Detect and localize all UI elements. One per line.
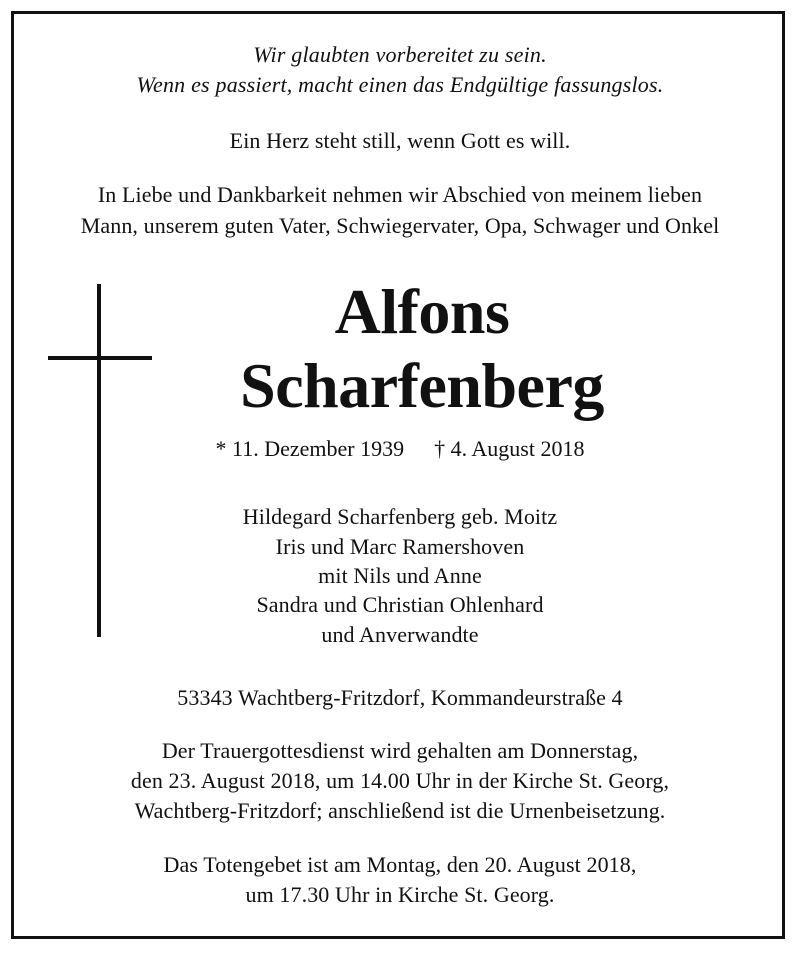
deceased-first-name: Alfons <box>334 276 510 347</box>
prayer-line-1: Das Totengebet ist am Montag, den 20. August 2018, <box>163 852 637 877</box>
mourner-3: mit Nils und Anne <box>318 563 482 588</box>
quote-line-1: Wir glaubten vorbereitet zu sein. <box>253 42 547 67</box>
quote-line-2: Wenn es passiert, macht einen das Endgültige fassungslos. <box>136 72 664 97</box>
service-line-3: Wachtberg-Fritzdorf; anschließend ist die Urnenbeisetzung. <box>134 798 666 823</box>
mourner-1: Hildegard Scharfenberg geb. Moitz <box>242 504 558 529</box>
mourner-5: und Anverwandte <box>321 622 479 647</box>
intro-line-2: Mann, unserem guten Vater, Schwiegervater, Opa, Schwager und Onkel <box>80 213 720 238</box>
intro-line-1: In Liebe und Dankbarkeit nehmen wir Abschied von meinem lieben <box>97 182 703 207</box>
death-date: † 4. August 2018 <box>434 436 585 461</box>
service-line-1: Der Trauergottesdienst wird gehalten am Donnerstag, <box>161 738 639 763</box>
life-dates <box>0 436 800 462</box>
address: 53343 Wachtberg-Fritzdorf, Kommandeurstraße 4 <box>177 685 623 710</box>
mourner-2: Iris und Marc Ramershoven <box>275 534 525 559</box>
motto: Ein Herz steht still, wenn Gott es will. <box>229 128 571 153</box>
birth-date: * 11. Dezember 1939 <box>215 436 405 461</box>
deceased-last-name: Scharfenberg <box>240 350 604 421</box>
prayer-line-2: um 17.30 Uhr in Kirche St. Georg. <box>245 882 555 907</box>
mourner-4: Sandra und Christian Ohlenhard <box>256 592 544 617</box>
service-line-2: den 23. August 2018, um 14.00 Uhr in der Kirche St. Georg, <box>130 768 670 793</box>
